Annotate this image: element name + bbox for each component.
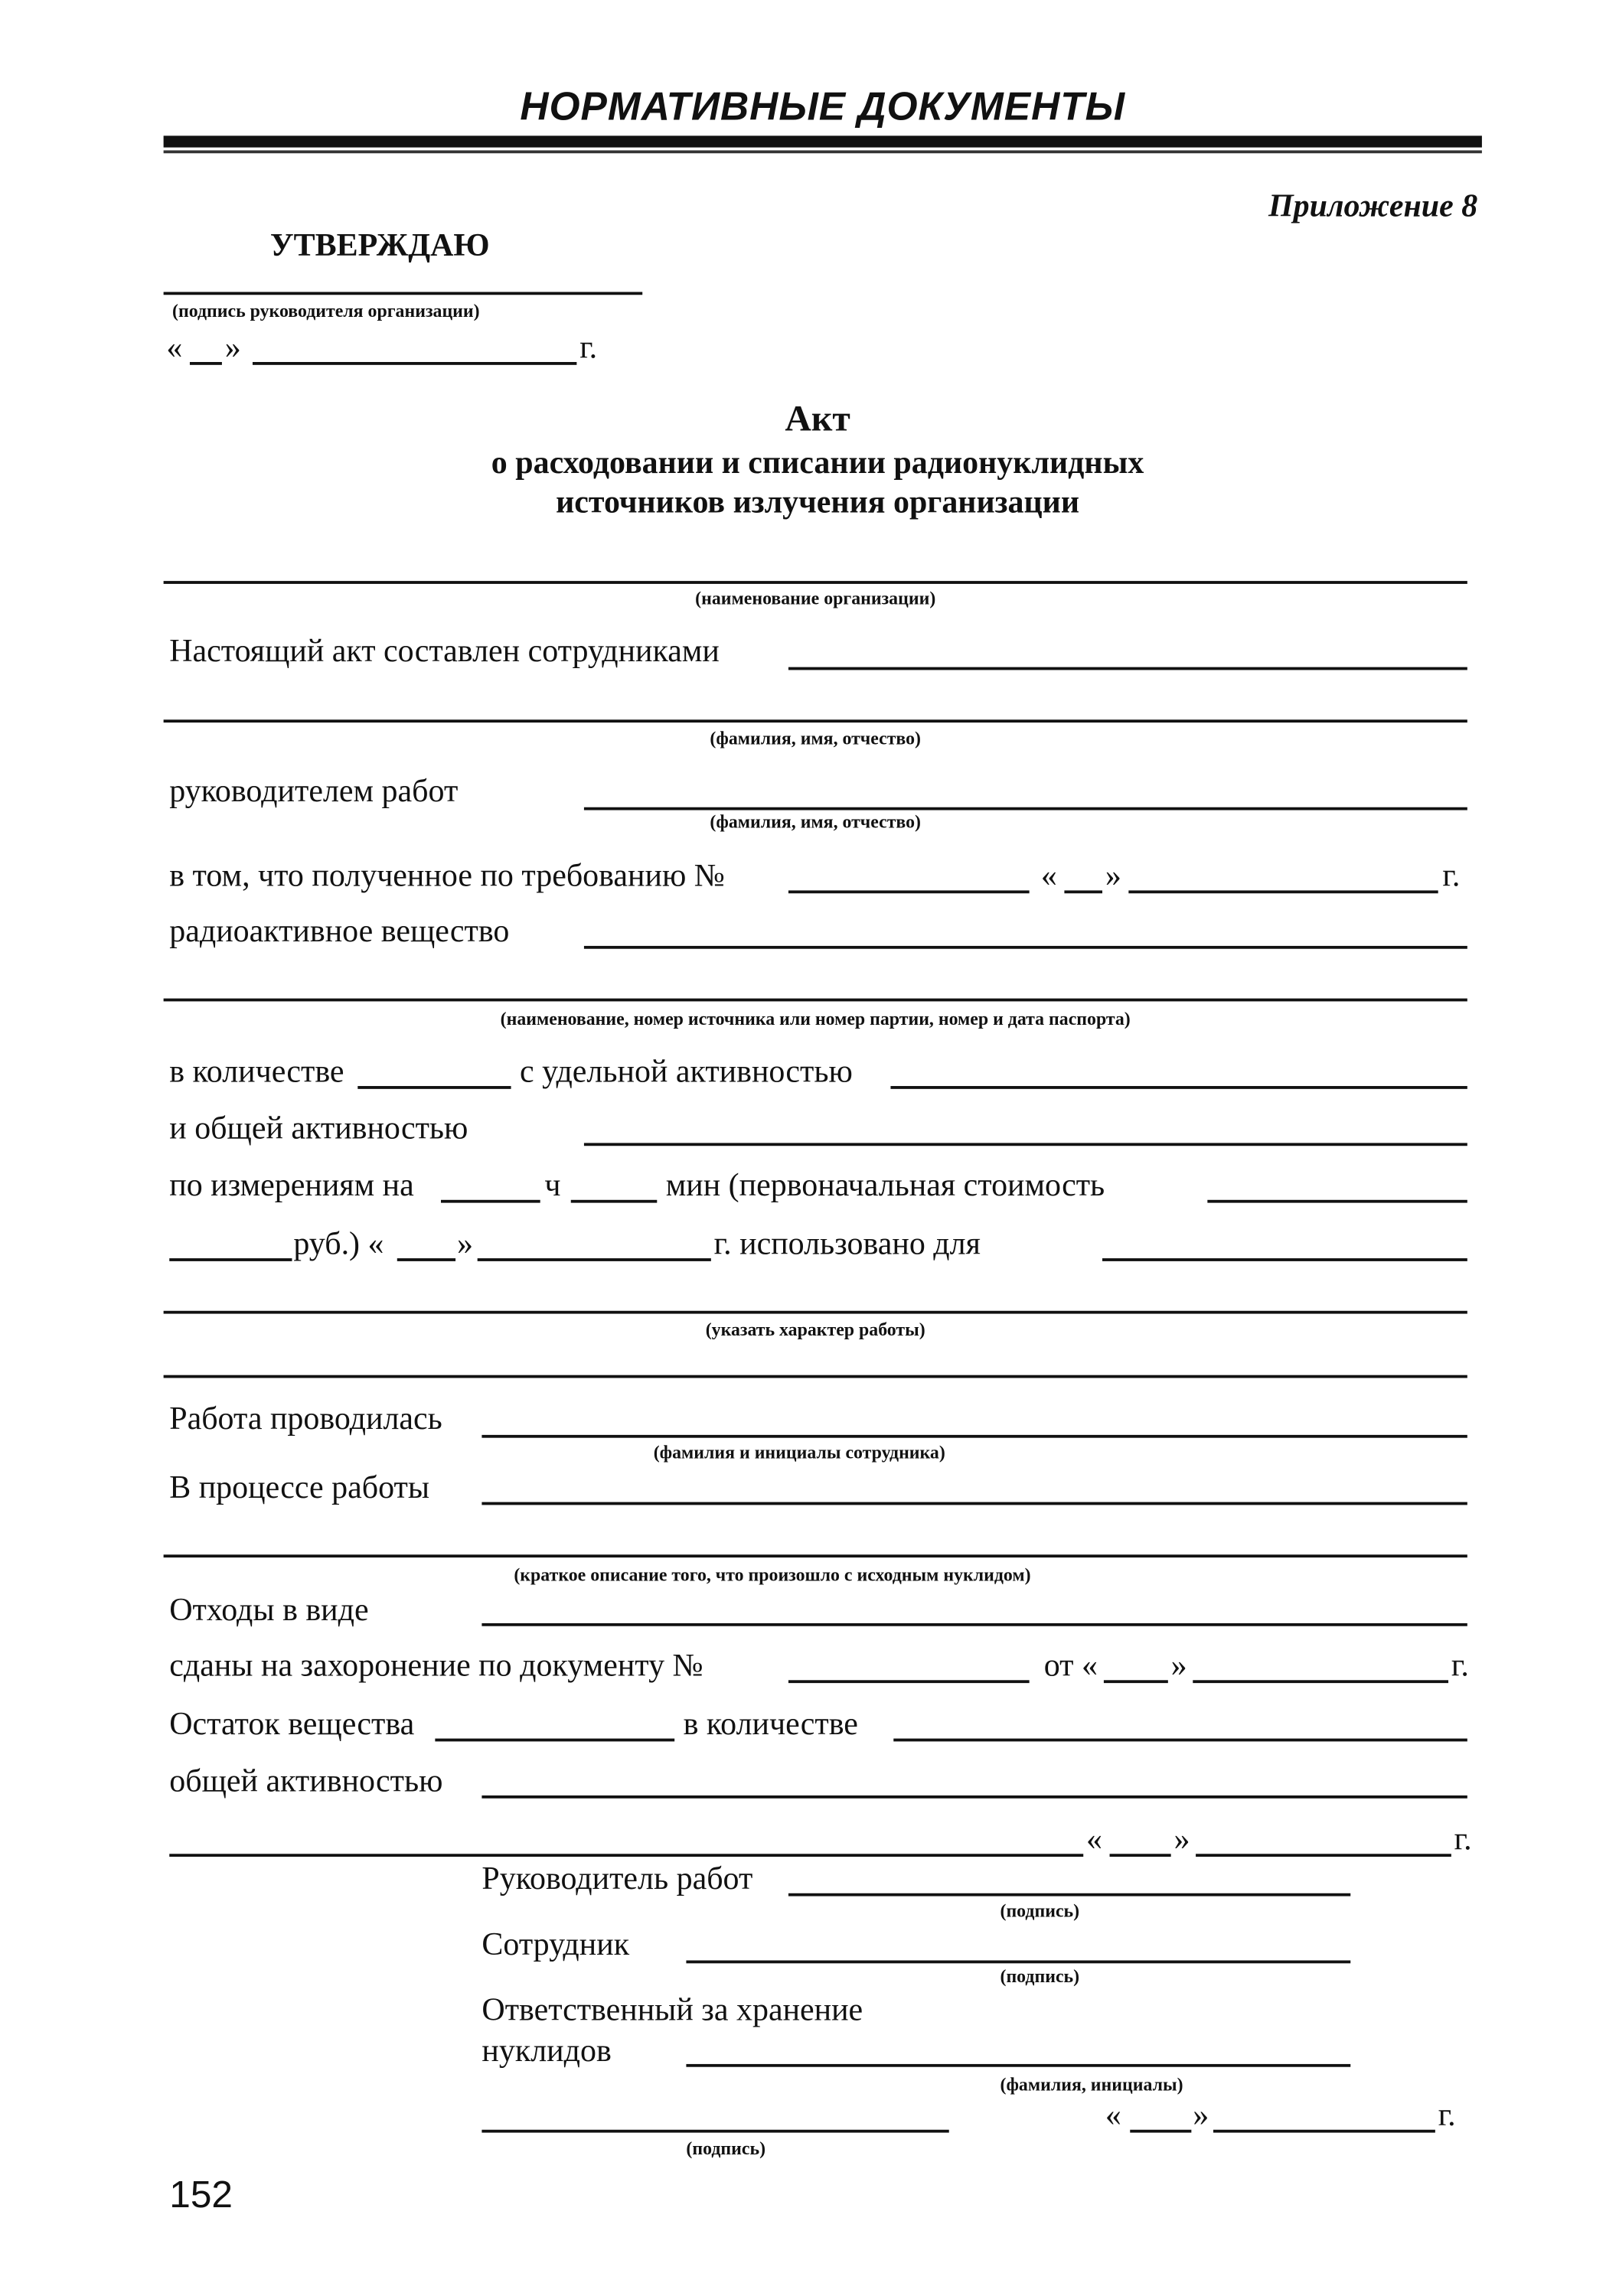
quote-close-2: » <box>456 1225 473 1261</box>
l7-label: по измерениям на <box>169 1166 414 1203</box>
source-caption: (наименование, номер источника или номер партии, номер и дата паспорта) <box>500 1008 1131 1029</box>
year-label-5: г. <box>1438 2095 1456 2133</box>
l12-label: сданы на захоронение по документу № <box>169 1646 703 1684</box>
approve-day-line <box>190 362 222 364</box>
employee-sign-line <box>686 1961 1350 1963</box>
process-line-2 <box>164 1554 1467 1557</box>
date-line-5 <box>1213 2130 1435 2132</box>
work-line-2 <box>164 1375 1467 1378</box>
work-caption: (указать характер работы) <box>705 1319 925 1340</box>
total-activity-line <box>584 1143 1467 1145</box>
page-number: 152 <box>169 2172 233 2216</box>
day-line <box>1064 890 1102 892</box>
quote-open-4: « <box>1086 1820 1103 1857</box>
approve-date-line <box>253 362 576 364</box>
l1-label: Настоящий акт составлен сотрудниками <box>169 631 720 669</box>
quote-close-5: » <box>1193 2095 1209 2133</box>
date-line <box>1128 890 1438 892</box>
work-line <box>164 1311 1467 1313</box>
fio-caption-2: (фамилия, имя, отчество) <box>710 811 921 833</box>
approve-quote-close: » <box>224 328 241 365</box>
l5-label: в количестве <box>169 1052 344 1089</box>
header-rule-thin <box>164 150 1482 152</box>
waste-line <box>481 1623 1467 1626</box>
hours-line <box>441 1200 540 1202</box>
sign-caption-3: (подпись) <box>686 2138 766 2159</box>
l14-label: общей активностью <box>169 1762 443 1799</box>
date-line-2 <box>478 1258 711 1261</box>
approve-sign-caption: (подпись руководителя организации) <box>172 300 480 321</box>
responsible-line <box>686 2064 1350 2066</box>
l11-label: Отходы в виде <box>169 1590 369 1628</box>
cost-label: мин (первоначальная стоимость <box>665 1166 1105 1203</box>
year-label-4: г. <box>1454 1820 1472 1857</box>
cost-line <box>1207 1200 1467 1202</box>
l2-label: руководителем работ <box>169 771 459 809</box>
employee-caption: (фамилия и инициалы сотрудника) <box>653 1442 945 1463</box>
section-header: НОРМАТИВНЫЕ ДОКУМЕНТЫ <box>520 84 1126 129</box>
date-line-4 <box>1196 1854 1451 1856</box>
used-for-line <box>1102 1258 1467 1261</box>
staff-line <box>788 667 1467 670</box>
used-for-label: г. использовано для <box>713 1225 981 1261</box>
rub-line <box>169 1258 292 1261</box>
rub-label: руб.) « <box>293 1225 384 1261</box>
quantity-line-2 <box>893 1739 1467 1741</box>
head-line <box>584 807 1467 810</box>
quote-close-4: » <box>1173 1820 1190 1857</box>
approve-quote-open: « <box>166 328 183 365</box>
year-label: г. <box>1442 856 1461 894</box>
from-label: от « <box>1043 1646 1098 1684</box>
head-sign-line <box>788 1893 1350 1896</box>
act-subtitle-2: источников излучения организации <box>556 483 1080 520</box>
head-sign-label: Руководитель работ <box>481 1859 753 1896</box>
approve-title: УТВЕРЖДАЮ <box>269 226 490 263</box>
l13-label: Остаток вещества <box>169 1704 415 1742</box>
approve-sign-line <box>164 292 643 294</box>
staff-line-2 <box>164 719 1467 722</box>
day-line-2 <box>397 1258 455 1261</box>
appendix-label: Приложение 8 <box>1268 187 1478 223</box>
remainder-line <box>435 1739 674 1741</box>
quantity-line <box>357 1086 511 1088</box>
day-line-5 <box>1130 2130 1191 2132</box>
quantity-label-2: в количестве <box>683 1704 858 1742</box>
employee-sign-label: Сотрудник <box>481 1925 630 1962</box>
quote-open: « <box>1040 856 1057 894</box>
fi-caption: (фамилия, инициалы) <box>1000 2074 1183 2095</box>
day-line-4 <box>1110 1854 1171 1856</box>
quote-close-3: » <box>1170 1646 1187 1684</box>
substance-line <box>584 946 1467 948</box>
org-caption: (наименование организации) <box>695 588 936 609</box>
l6-label: и общей активностью <box>169 1109 468 1146</box>
total-activity-line-2 <box>481 1795 1467 1798</box>
responsible-label-2: нуклидов <box>481 2031 612 2069</box>
year-label-3: г. <box>1451 1646 1469 1684</box>
minutes-line <box>571 1200 658 1202</box>
fio-caption: (фамилия, имя, отчество) <box>710 728 921 749</box>
approve-year: г. <box>579 328 598 365</box>
l9-label: Работа проводилась <box>169 1400 442 1437</box>
doc-no-line <box>788 1680 1030 1682</box>
header-rule <box>164 135 1482 147</box>
org-line <box>164 581 1467 583</box>
l5b-label: с удельной активностью <box>519 1052 853 1089</box>
specific-activity-line <box>890 1086 1467 1088</box>
request-no-line <box>788 890 1030 892</box>
employee-line <box>481 1435 1467 1437</box>
sign-caption-1: (подпись) <box>1000 1900 1080 1922</box>
act-subtitle-1: о расходовании и списании радионуклидных <box>491 443 1144 481</box>
summary-line <box>169 1854 1083 1856</box>
quote-close: » <box>1105 856 1121 894</box>
process-line <box>481 1502 1467 1505</box>
hours-label: ч <box>544 1166 561 1203</box>
act-title: Акт <box>785 400 850 440</box>
descr-caption: (краткое описание того, что произошло с исходным нуклидом) <box>514 1564 1031 1586</box>
l3-label: в том, что полученное по требованию № <box>169 856 725 894</box>
responsible-sign-line <box>481 2130 948 2132</box>
responsible-label-1: Ответственный за хранение <box>481 1991 863 2028</box>
l4-label: радиоактивное вещество <box>169 912 510 949</box>
date-line-3 <box>1193 1680 1448 1682</box>
l10-label: В процессе работы <box>169 1468 430 1505</box>
day-line-3 <box>1104 1680 1168 1682</box>
sign-caption-2: (подпись) <box>1000 1966 1080 1987</box>
source-line <box>164 999 1467 1001</box>
quote-open-5: « <box>1105 2095 1121 2133</box>
